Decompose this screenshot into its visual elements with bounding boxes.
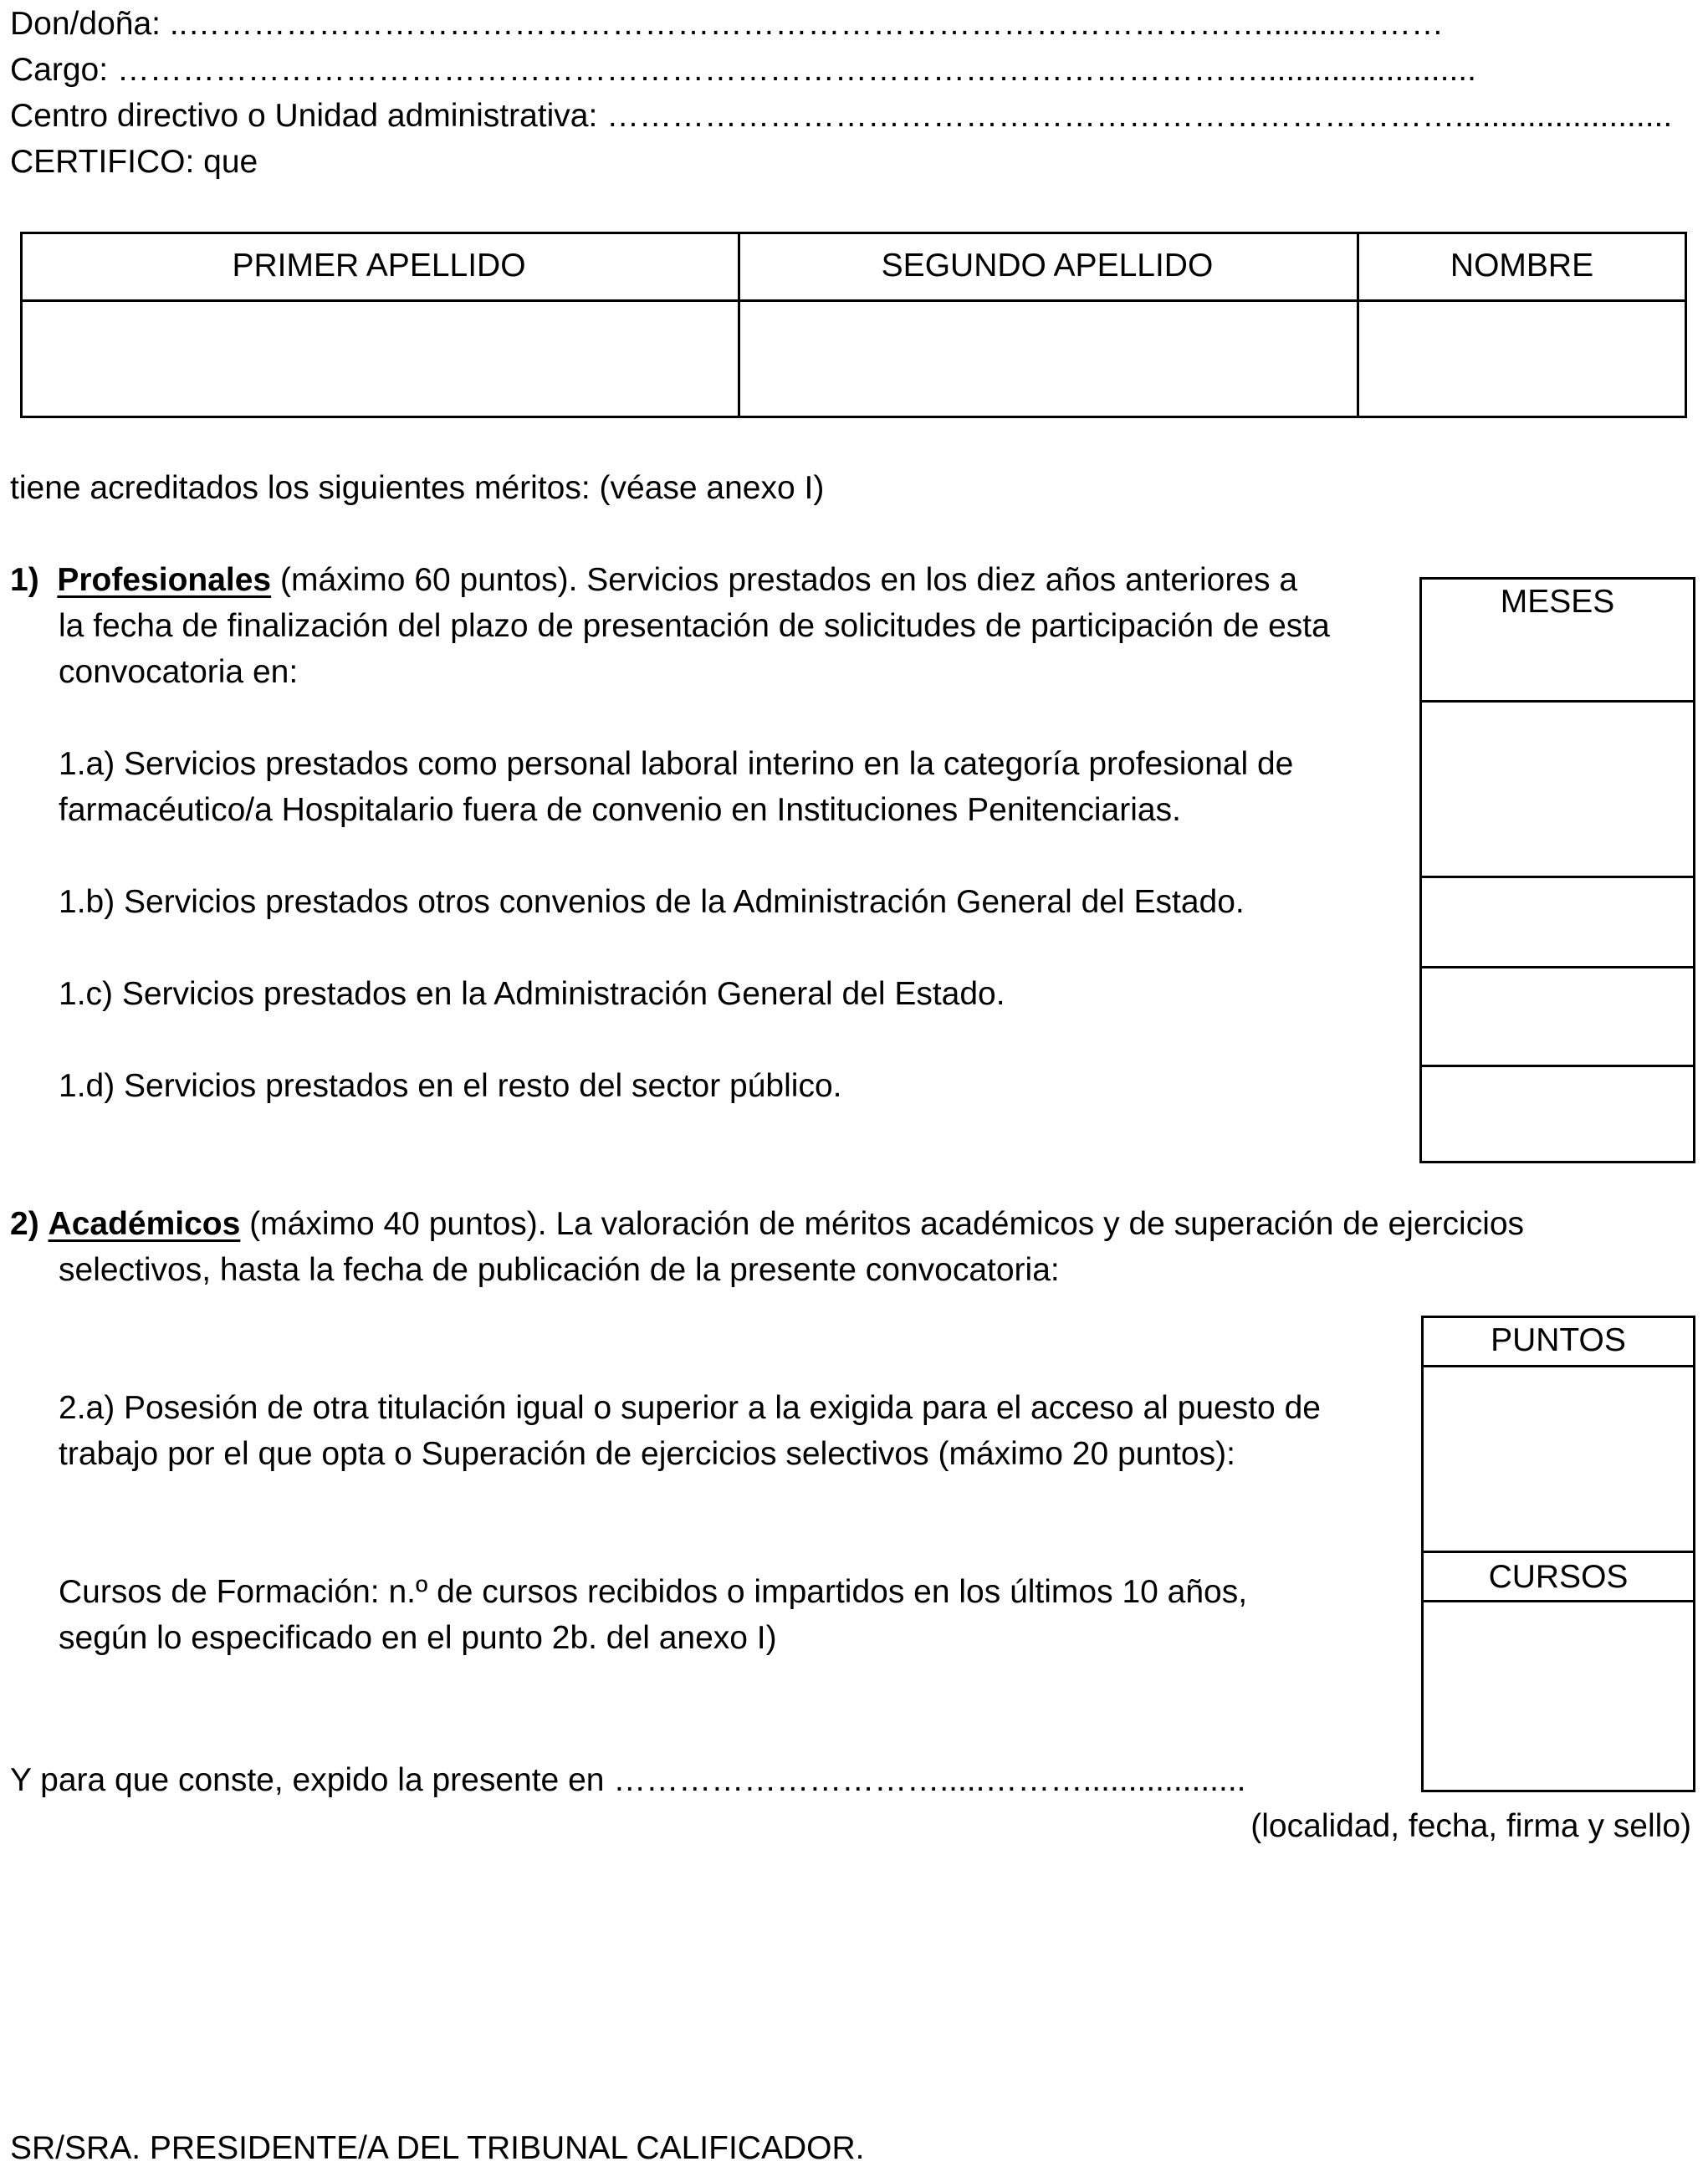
don-label: Don/doña: <box>10 6 170 42</box>
cursos-cell[interactable] <box>1424 1602 1693 1790</box>
meses-cell-1a[interactable] <box>1422 703 1693 874</box>
closing-line <box>10 1764 1246 1796</box>
section1-title: Profesionales <box>57 562 272 598</box>
section1-line2: la fecha de finalización del plazo de presentación de solicitudes de participación de esta <box>59 608 1330 644</box>
section1-number: 1) <box>10 562 39 598</box>
certifico-text: CERTIFICO: que <box>10 144 258 180</box>
centro-label: Centro directivo o Unidad administrativa: <box>10 98 607 134</box>
cargo-label: Cargo: <box>10 52 117 88</box>
sign-note: (localidad, fecha, firma y sello) <box>1250 1808 1691 1844</box>
section2-line2: selectivos, hasta la fecha de publicación de la presente convocatoria: <box>59 1252 1060 1288</box>
item-2a-line2: trabajo por el que opta o Superación de ejercicios selectivos (máximo 20 puntos): <box>59 1436 1235 1472</box>
closing-field[interactable]: ………………………….....……….................. <box>613 1762 1246 1798</box>
footer-recipient: SR/SRA. PRESIDENTE/A DEL TRIBUNAL CALIFICADOR. <box>10 2130 865 2166</box>
puntos-cell[interactable] <box>1424 1367 1693 1549</box>
puntos-header: PUNTOS <box>1491 1322 1626 1358</box>
cursos-line2: según lo especificado en el punto 2b. del anexo I) <box>59 1620 777 1656</box>
header-primer-apellido: PRIMER APELLIDO <box>232 248 526 284</box>
section2-line1: (máximo 40 puntos). La valoración de méritos académicos y de superación de ejercicios <box>240 1206 1525 1242</box>
item-1a-line2: farmacéutico/a Hospitalario fuera de convenio en Instituciones Penitenciarias. <box>59 792 1181 828</box>
puntos-cursos-divider <box>1421 1551 1695 1553</box>
meses-header: MESES <box>1500 584 1615 620</box>
section1-line1: (máximo 60 puntos). Servicios prestados en los diez años anteriores a <box>271 562 1298 598</box>
section2-number: 2) <box>10 1206 39 1242</box>
meses-cell-1d[interactable] <box>1422 1067 1693 1161</box>
centro-field[interactable]: ……………………………………………………………………........................ <box>606 98 1673 134</box>
cursos-header: CURSOS <box>1488 1559 1629 1595</box>
primer-apellido-cell[interactable] <box>23 302 736 416</box>
item-1b: 1.b) Servicios prestados otros convenios de la Administración General del Estado. <box>59 884 1245 920</box>
section2-heading <box>10 1208 1524 1240</box>
item-1a-line1: 1.a) Servicios prestados como personal laboral interino en la categoría profesional de <box>59 746 1294 782</box>
header-segundo-apellido: SEGUNDO APELLIDO <box>881 248 1214 284</box>
section1-heading <box>10 564 1297 596</box>
section2-title: Académicos <box>48 1206 241 1242</box>
don-line <box>10 8 1444 40</box>
meses-cell-1b[interactable] <box>1422 878 1693 964</box>
closing-text: Y para que conste, expido la presente en <box>10 1762 614 1798</box>
don-field[interactable]: ..……………………………………………………………………………………….........……… <box>169 6 1445 42</box>
segundo-apellido-cell[interactable] <box>740 302 1355 416</box>
intro-text: tiene acreditados los siguientes méritos: (véase anexo I) <box>10 470 825 506</box>
cargo-field[interactable]: ……………………………………………………………………………………………........................ <box>116 52 1476 88</box>
item-1c: 1.c) Servicios prestados en la Administración General del Estado. <box>59 976 1005 1012</box>
cargo-line <box>10 54 1476 86</box>
header-nombre: NOMBRE <box>1450 248 1594 284</box>
cursos-line1: Cursos de Formación: n.º de cursos recibidos o impartidos en los últimos 10 años, <box>59 1574 1248 1610</box>
meses-cell-1c[interactable] <box>1422 968 1693 1063</box>
centro-line <box>10 100 1672 132</box>
item-1d: 1.d) Servicios prestados en el resto del sector público. <box>59 1068 842 1104</box>
section1-line3: convocatoria en: <box>59 654 299 690</box>
nombre-cell[interactable] <box>1359 302 1685 416</box>
item-2a-line1: 2.a) Posesión de otra titulación igual o superior a la exigida para el acceso al puesto de <box>59 1390 1321 1426</box>
